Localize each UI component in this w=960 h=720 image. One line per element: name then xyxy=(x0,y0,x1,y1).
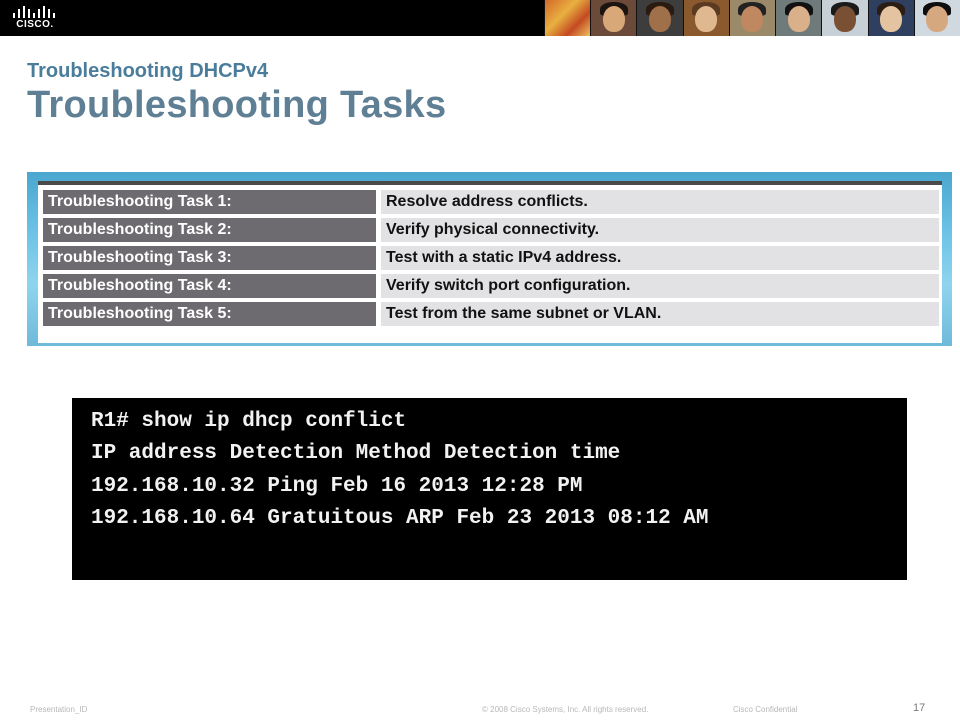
top-banner xyxy=(0,0,960,36)
person-photo-icon xyxy=(914,0,960,36)
cisco-logo-text: CISCO. xyxy=(16,19,54,30)
face-shape xyxy=(741,6,763,32)
person-photo-icon xyxy=(590,0,636,36)
task-value: Verify physical connectivity. xyxy=(381,218,939,242)
task-value: Resolve address conflicts. xyxy=(381,190,939,214)
face-shape xyxy=(649,6,671,32)
terminal-output xyxy=(72,398,907,580)
task-row xyxy=(43,246,939,270)
person-photo-icon xyxy=(683,0,729,36)
terminal-command-line: R1# show ip dhcp conflict xyxy=(91,410,407,433)
face-shape xyxy=(926,6,948,32)
task-label: Troubleshooting Task 1: xyxy=(43,190,376,214)
task-label: Troubleshooting Task 5: xyxy=(43,302,376,326)
terminal-output-line: 192.168.10.64 Gratuitous ARP Feb 23 2013 08:12 AM xyxy=(91,507,709,530)
task-row xyxy=(43,218,939,242)
task-label: Troubleshooting Task 4: xyxy=(43,274,376,298)
task-value: Test with a static IPv4 address. xyxy=(381,246,939,270)
page-number: 17 xyxy=(913,702,926,714)
task-label: Troubleshooting Task 3: xyxy=(43,246,376,270)
task-value: Verify switch port configuration. xyxy=(381,274,939,298)
cisco-bars-icon xyxy=(12,5,58,19)
footer-copyright: © 2008 Cisco Systems, Inc. All rights reserved. xyxy=(482,705,649,714)
person-photo-icon xyxy=(821,0,867,36)
task-row xyxy=(43,302,939,326)
task-row xyxy=(43,274,939,298)
footer-confidential: Cisco Confidential xyxy=(733,705,798,714)
face-shape xyxy=(603,6,625,32)
task-value: Test from the same subnet or VLAN. xyxy=(381,302,939,326)
person-photo-icon xyxy=(729,0,775,36)
face-shape xyxy=(880,6,902,32)
task-label: Troubleshooting Task 2: xyxy=(43,218,376,242)
task-table-panel xyxy=(27,172,952,346)
face-shape xyxy=(834,6,856,32)
face-shape xyxy=(695,6,717,32)
person-photo-icon xyxy=(868,0,914,36)
terminal-output-line: 192.168.10.32 Ping Feb 16 2013 12:28 PM xyxy=(91,475,583,498)
person-photo-icon xyxy=(636,0,682,36)
slide-title: Troubleshooting Tasks xyxy=(27,84,447,126)
photo-strip xyxy=(544,0,960,36)
cisco-logo xyxy=(10,3,60,33)
photo-collage-abstract-icon xyxy=(544,0,590,36)
footer-presentation-id: Presentation_ID xyxy=(30,705,88,714)
slide-subtitle: Troubleshooting DHCPv4 xyxy=(27,60,269,82)
person-photo-icon xyxy=(775,0,821,36)
face-shape xyxy=(788,6,810,32)
task-row xyxy=(43,190,939,214)
task-table xyxy=(38,181,942,343)
terminal-header-line: IP address Detection Method Detection time xyxy=(91,442,621,465)
